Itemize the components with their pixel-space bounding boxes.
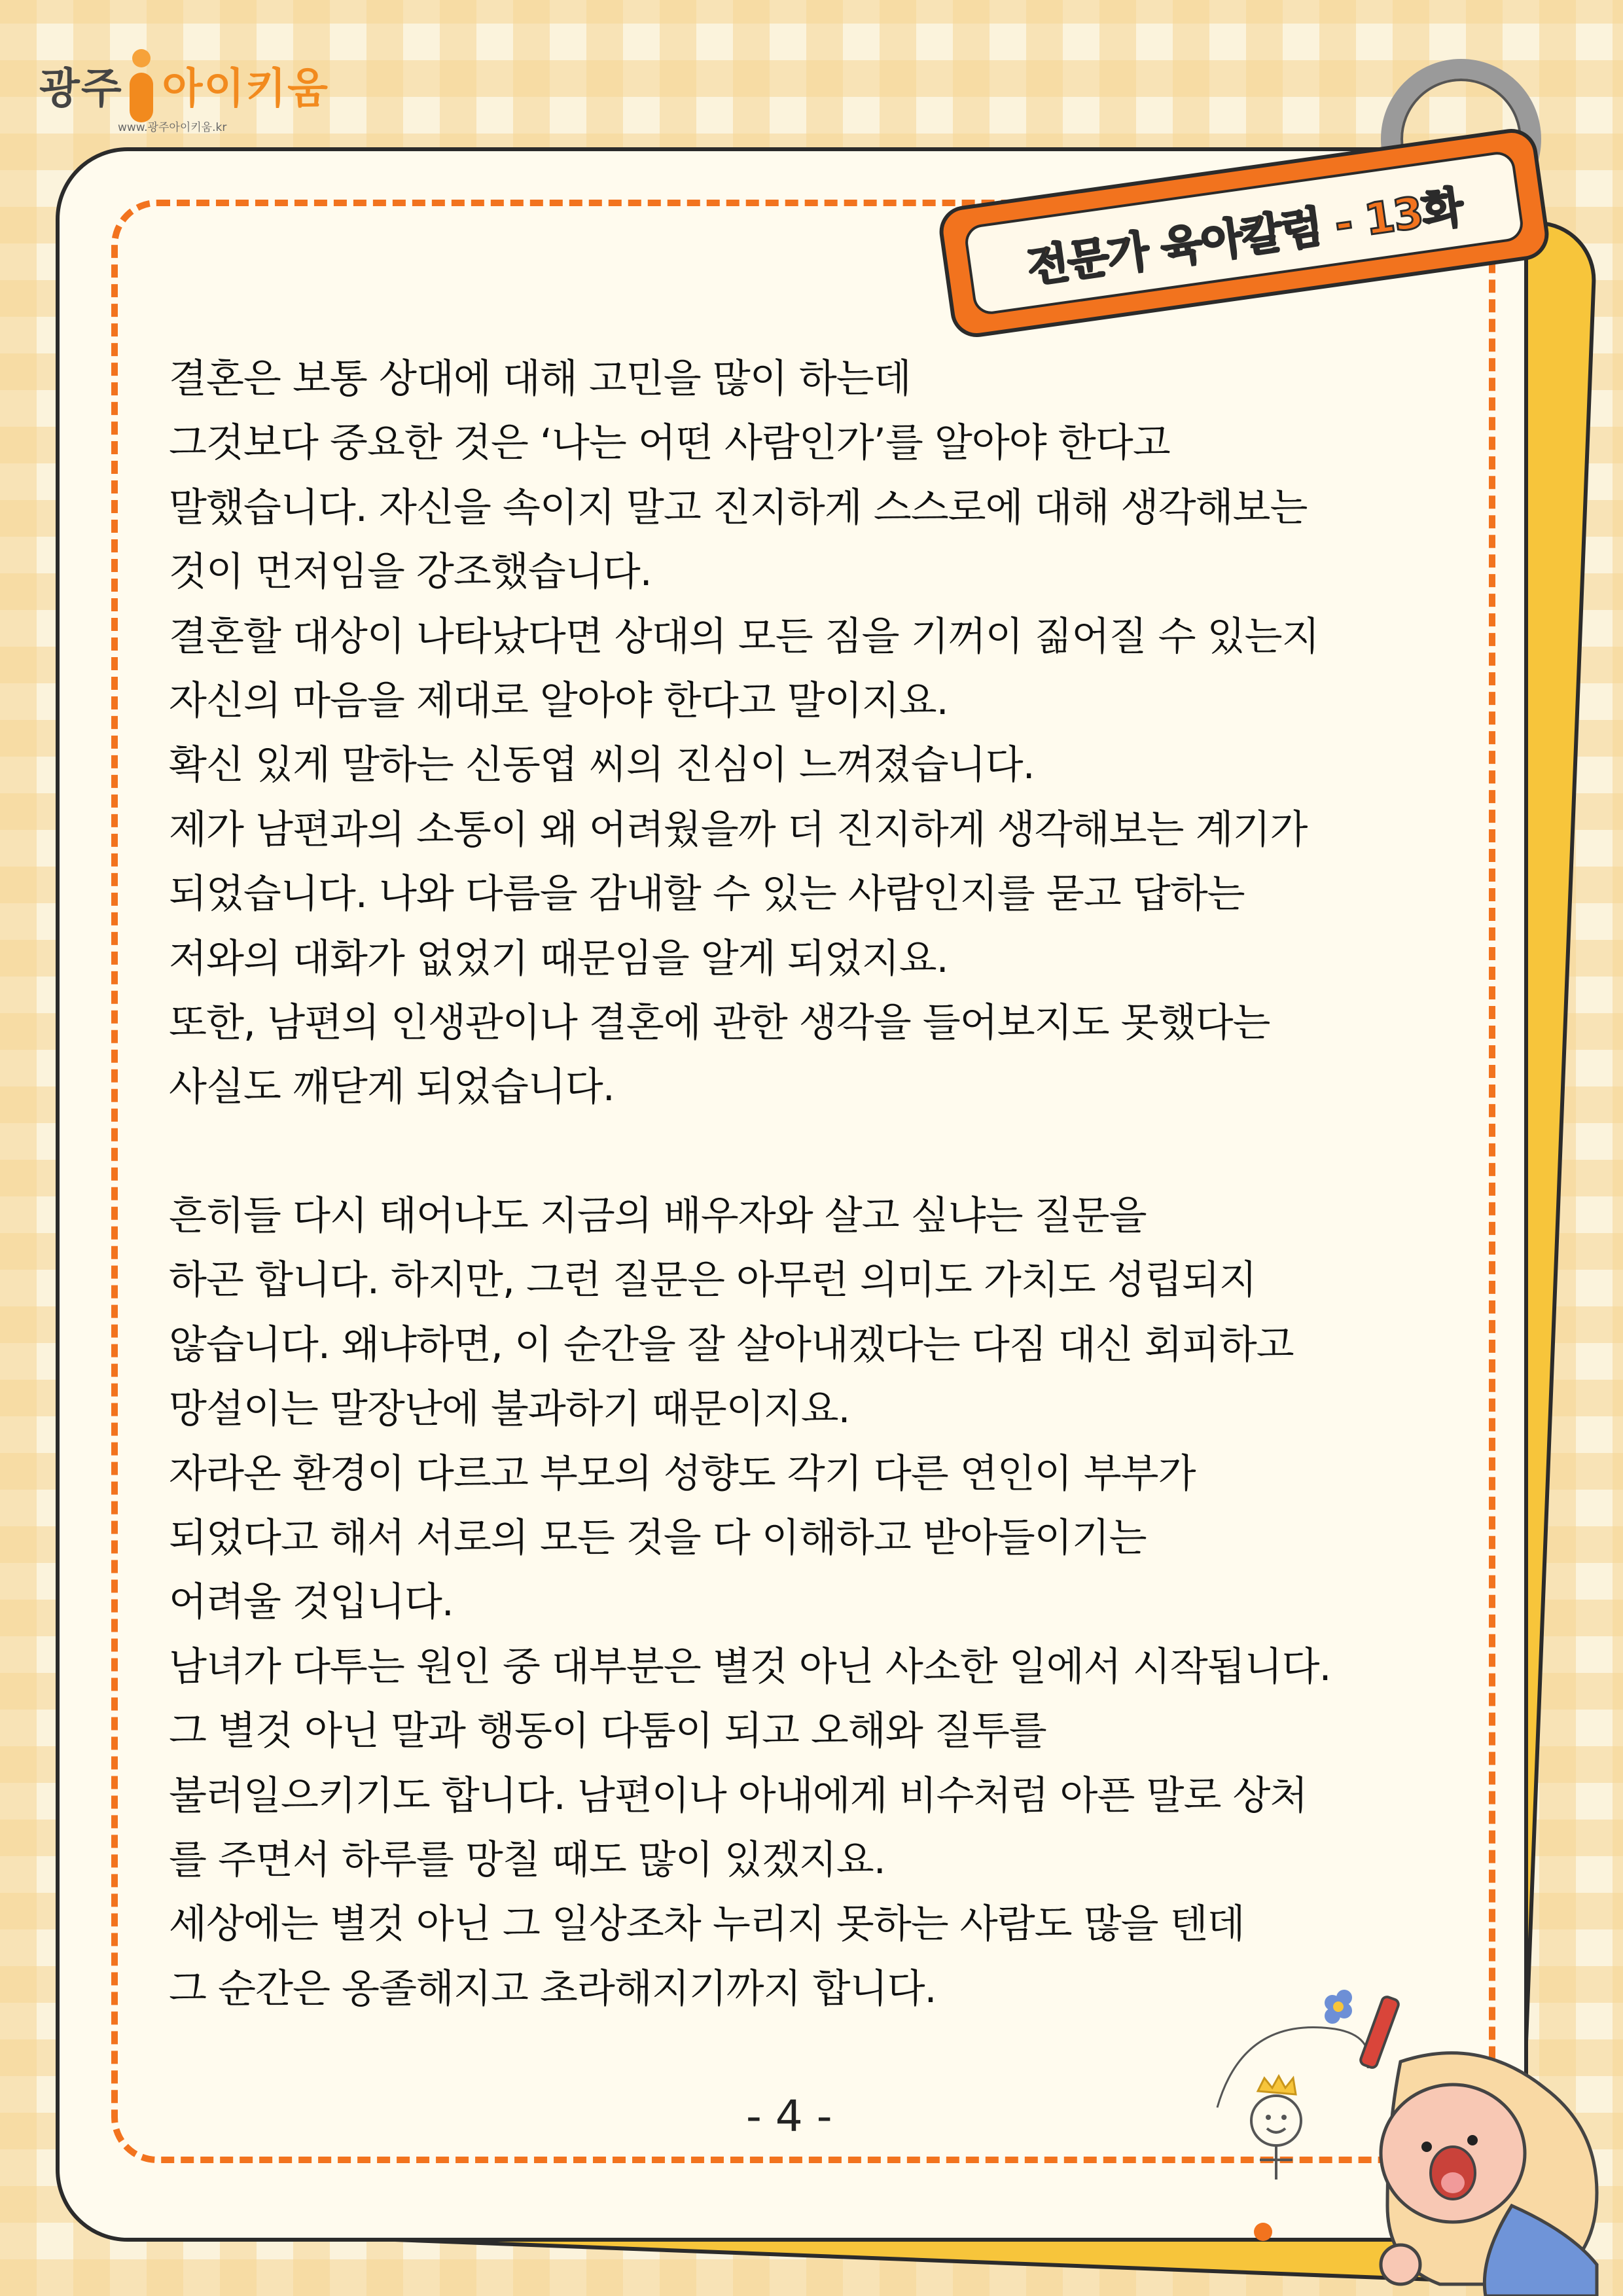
body-line: 확신 있게 말하는 신동엽 씨의 진심이 느껴졌습니다. xyxy=(169,742,1035,789)
body-line: 자라온 환경이 다르고 부모의 성향도 각기 다른 연인이 부부가 xyxy=(169,1450,1196,1497)
baby-drawing-illustration xyxy=(1204,1957,1623,2296)
doodle-flower-icon xyxy=(1325,1990,1352,2024)
logo-url: www.광주아이키움.kr xyxy=(118,121,227,134)
body-line: 제가 남편과의 소통이 왜 어려웠을까 더 진지하게 생각해보는 계기가 xyxy=(169,806,1308,853)
logo-text-right: 아이키움 xyxy=(162,65,329,113)
crayon-icon xyxy=(1359,1996,1400,2069)
body-line: 하곤 합니다. 하지만, 그런 질문은 아무런 의미도 가치도 성립되지 xyxy=(169,1257,1257,1304)
body-line: 그것보다 중요한 것은 ‘나는 어떤 사람인가’를 알아야 한다고 xyxy=(169,420,1170,467)
body-line: 것이 먼저임을 강조했습니다. xyxy=(169,549,652,596)
body-line: 망설이는 말장난에 불과하기 때문이지요. xyxy=(169,1386,850,1433)
body-line: 또한, 남편의 인생관이나 결혼에 관한 생각을 들어보지도 못했다는 xyxy=(169,999,1270,1046)
logo-i-icon xyxy=(130,49,156,121)
paragraph-spacer xyxy=(169,1120,1478,1184)
doodle-flower-small-icon xyxy=(1254,2223,1272,2241)
body-line: 결혼은 보통 상대에 대해 고민을 많이 하는데 xyxy=(169,356,911,402)
body-line: 저와의 대화가 없었기 때문임을 알게 되었지요. xyxy=(169,935,948,982)
page-number: - 4 - xyxy=(746,2091,832,2142)
logo-text-left: 광주 xyxy=(39,65,123,113)
doodle-face-icon xyxy=(1251,2096,1301,2145)
body-line: 되었다고 해서 서로의 모든 것을 다 이해하고 받아들이기는 xyxy=(169,1515,1147,1562)
body-line: 자신의 마음을 제대로 알아야 한다고 말이지요. xyxy=(169,677,948,724)
page-title: 전문가 육아칼럼 - 13화 xyxy=(1024,181,1466,293)
body-line: 흔히들 다시 태어나도 지금의 배우자와 살고 싶냐는 질문을 xyxy=(169,1193,1147,1240)
body-line: 그 별것 아닌 말과 행동이 다툼이 되고 오해와 질투를 xyxy=(169,1708,1046,1755)
body-line: 를 주면서 하루를 망칠 때도 많이 있겠지요. xyxy=(169,1837,885,1883)
body-line: 어려울 것입니다. xyxy=(169,1579,454,1626)
body-line: 불러일으키기도 합니다. 남편이나 아내에게 비수처럼 아픈 말로 상처 xyxy=(169,1772,1308,1819)
body-line: 결혼할 대상이 나타났다면 상대의 모든 짐을 기꺼이 짊어질 수 있는지 xyxy=(169,613,1319,660)
body-line: 되었습니다. 나와 다름을 감내할 수 있는 사람인지를 묻고 답하는 xyxy=(169,871,1245,918)
body-line: 말했습니다. 자신을 속이지 말고 진지하게 스스로에 대해 생각해보는 xyxy=(169,484,1308,531)
body-line: 않습니다. 왜냐하면, 이 순간을 잘 살아내겠다는 다짐 대신 회피하고 xyxy=(169,1321,1294,1368)
brand-logo xyxy=(39,20,347,137)
column-body xyxy=(169,347,1478,2021)
body-line: 남녀가 다투는 원인 중 대부분은 별것 아닌 사소한 일에서 시작됩니다. xyxy=(169,1643,1331,1690)
body-line: 세상에는 별것 아닌 그 일상조차 누리지 못하는 사람도 많을 텐데 xyxy=(169,1901,1245,1948)
body-line: 사실도 깨닫게 되었습니다. xyxy=(169,1064,615,1111)
body-line: 그 순간은 옹졸해지고 초라해지기까지 합니다. xyxy=(169,1965,936,2012)
doodle-crown-icon xyxy=(1258,2076,1296,2094)
